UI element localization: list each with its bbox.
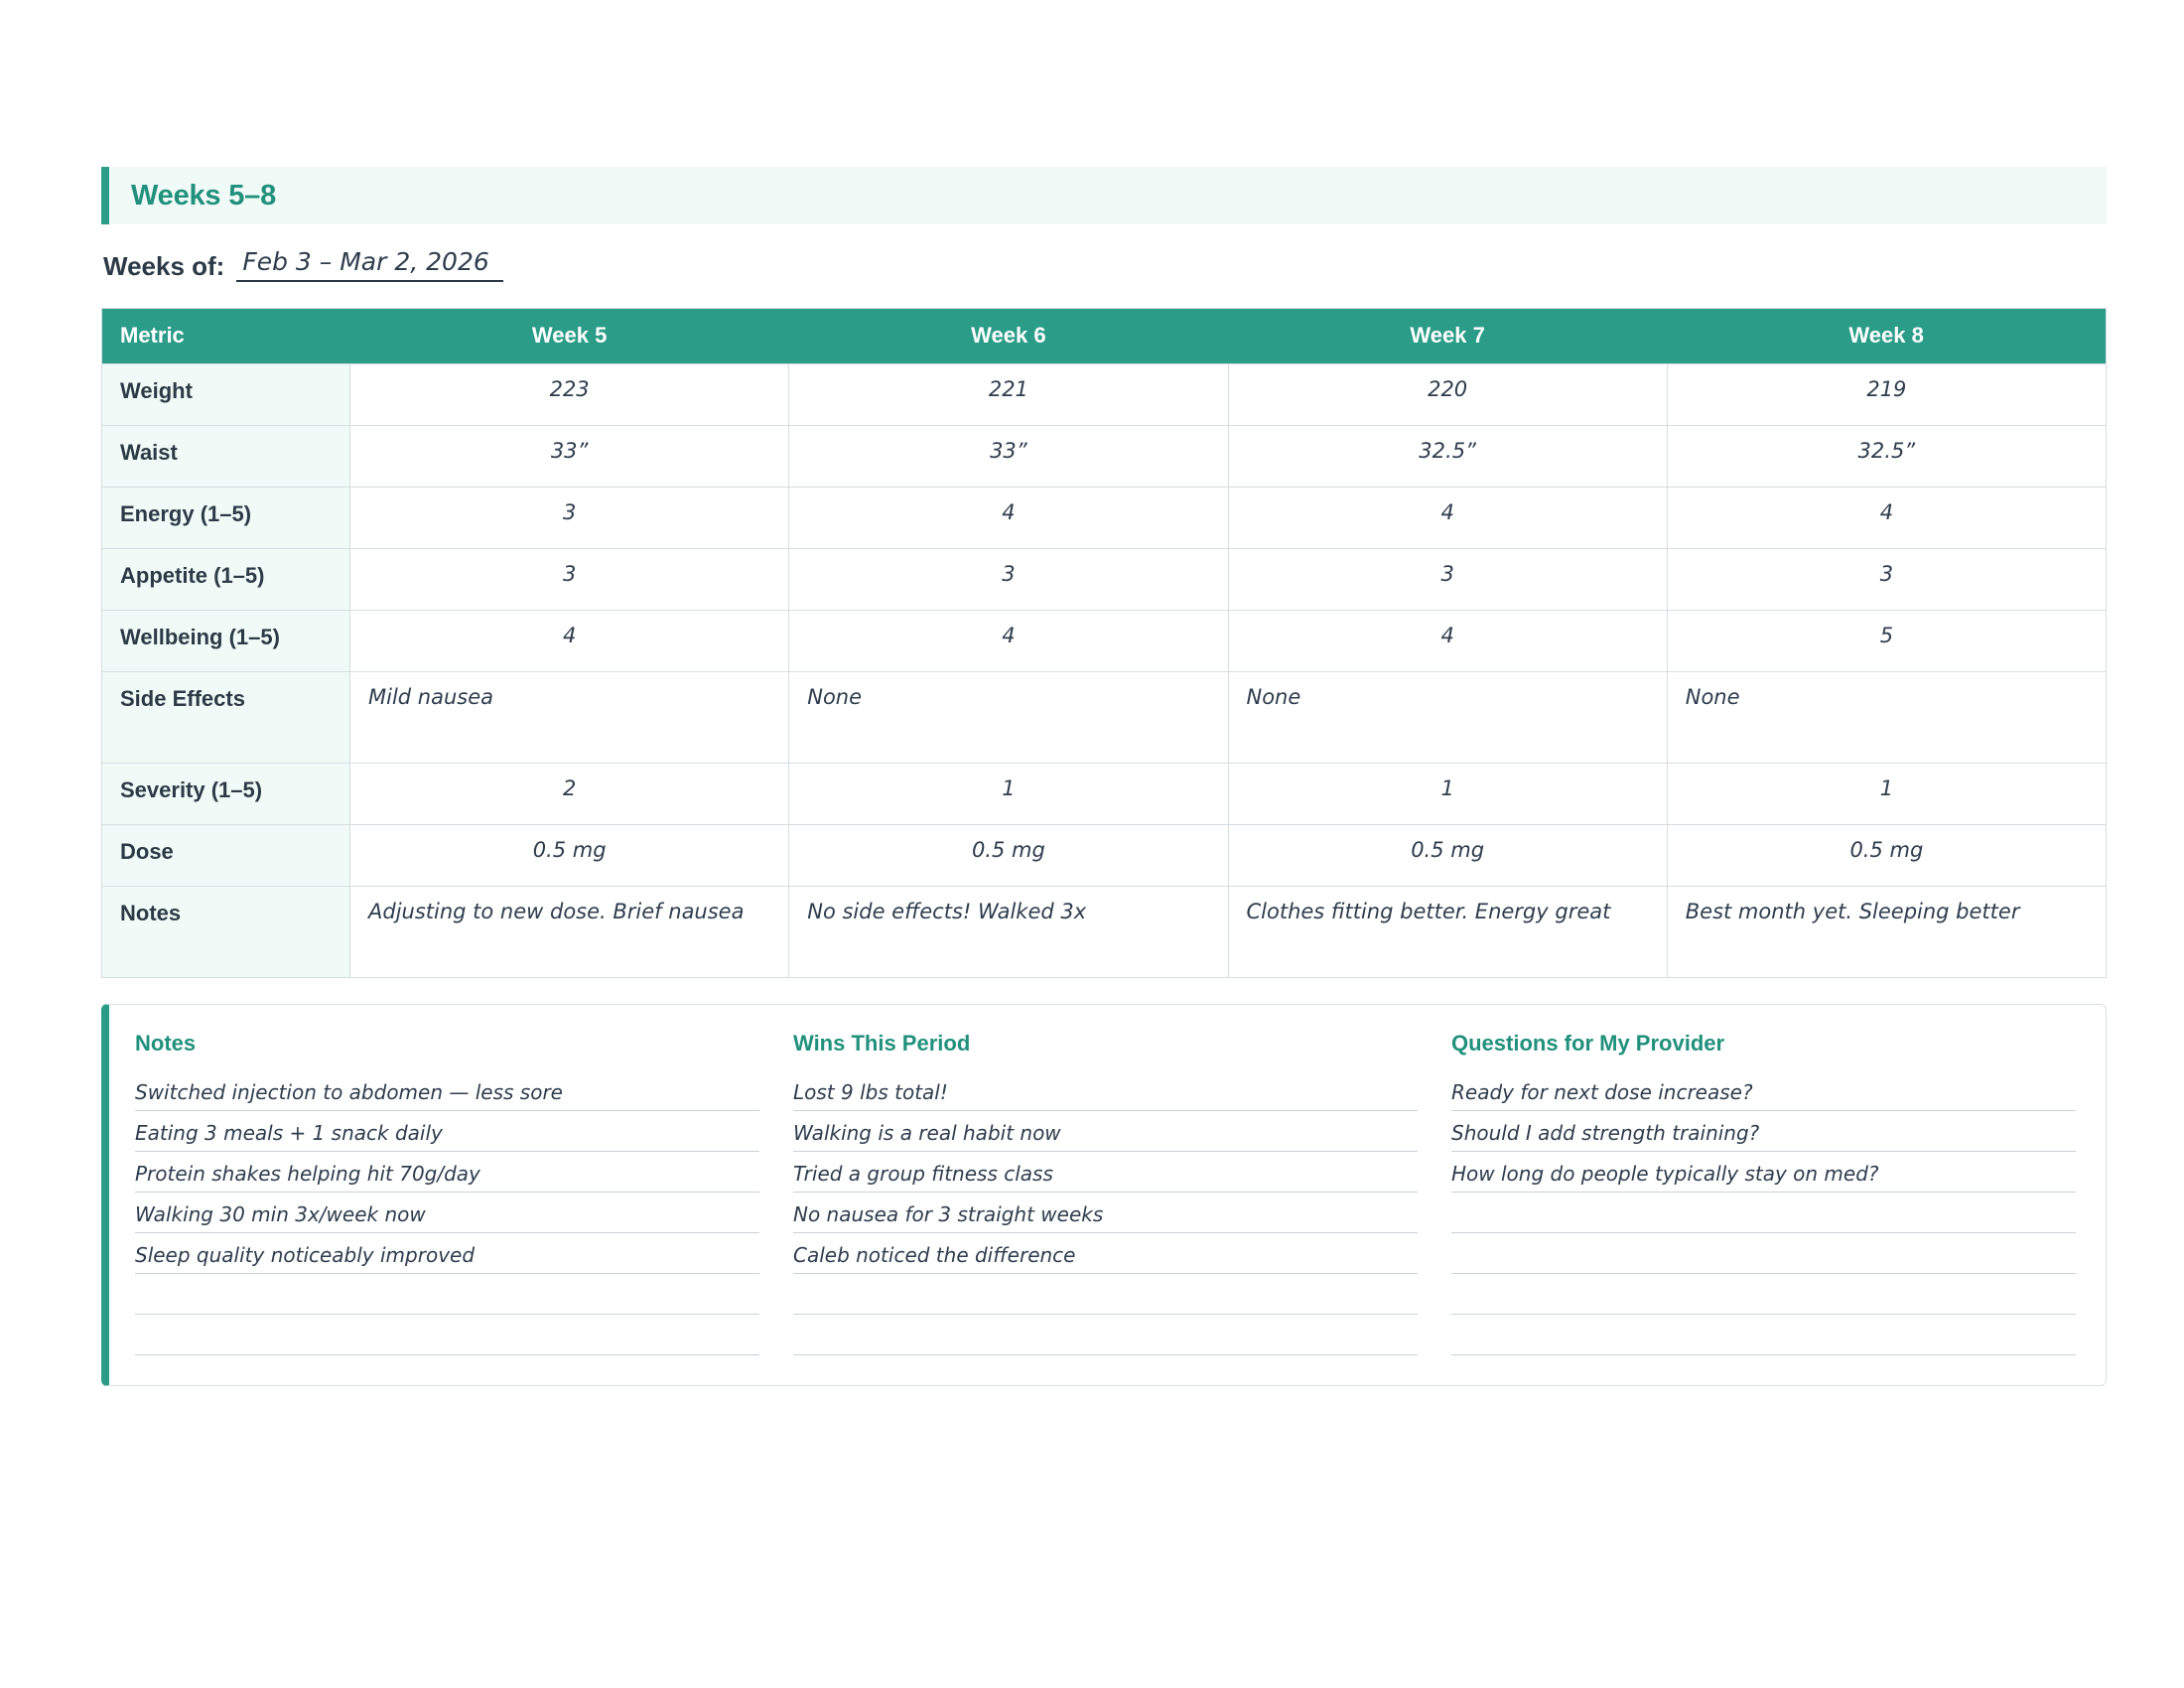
notes-line[interactable] [135,1152,759,1193]
notes-column [1451,1031,2076,1355]
metric-value: 3 [562,499,577,524]
metric-value: 0.5 mg [532,837,607,862]
notes-line-text: Lost 9 lbs total! [793,1079,948,1104]
metric-cell-week-7[interactable] [1228,671,1667,763]
page-title: Weeks 5–8 [131,179,277,211]
column-header-week-8: Week 8 [1667,308,2106,363]
tracker-sheet [101,167,2107,1386]
metric-value: 223 [549,376,590,401]
table-row [102,363,2107,425]
metric-value: 3 [1002,561,1016,586]
table-row [102,548,2107,610]
notes-panel [101,1004,2107,1386]
metric-cell-week-5[interactable] [350,425,789,487]
metric-value: 4 [1002,623,1016,647]
metric-value: 32.5” [1419,438,1476,463]
metric-cell-week-8[interactable] [1667,824,2106,886]
table-row [102,671,2107,763]
metric-value: Adjusting to new dose. Brief nausea [368,899,745,923]
metric-value: None [1685,684,1740,709]
table-row [102,886,2107,977]
metric-cell-week-5[interactable] [350,763,789,824]
metric-cell-week-6[interactable] [789,610,1228,671]
notes-line[interactable] [135,1274,759,1315]
metric-value: 1 [1002,775,1016,800]
notes-line[interactable] [1451,1152,2076,1193]
metric-value: 5 [1879,623,1894,647]
notes-line[interactable] [135,1233,759,1274]
notes-line[interactable] [1451,1193,2076,1233]
weeks-of-label: Weeks of: [103,250,225,281]
notes-line-text: Sleep quality noticeably improved [135,1242,476,1267]
metric-value: Clothes fitting better. Energy great [1246,899,1611,923]
metric-cell-week-5[interactable] [350,824,789,886]
notes-line[interactable] [793,1315,1418,1355]
metric-cell-week-8[interactable] [1667,886,2106,977]
metric-value: 33” [550,438,589,463]
metric-label: Wellbeing (1–5) [102,610,350,671]
metric-value: 1 [1440,775,1454,800]
notes-line[interactable] [1451,1070,2076,1111]
column-header-week-7: Week 7 [1228,308,1667,363]
notes-line[interactable] [793,1152,1418,1193]
metric-value: 33” [990,438,1027,463]
metric-value: 221 [988,376,1028,401]
metric-value: 3 [1879,561,1894,586]
metric-label: Notes [102,886,350,977]
metric-cell-week-7[interactable] [1228,610,1667,671]
table-row [102,763,2107,824]
section-header [101,167,2107,224]
metric-value: 4 [562,623,577,647]
metrics-table-body [102,363,2107,977]
metric-value: 0.5 mg [1411,837,1485,862]
metric-cell-week-6[interactable] [789,487,1228,548]
metric-cell-week-7[interactable] [1228,763,1667,824]
metric-value: 0.5 mg [971,837,1045,862]
notes-line-text: Eating 3 meals + 1 snack daily [135,1120,443,1145]
notes-line[interactable] [793,1193,1418,1233]
metric-cell-week-7[interactable] [1228,824,1667,886]
metric-cell-week-7[interactable] [1228,363,1667,425]
notes-line-text: Caleb noticed the difference [793,1242,1076,1267]
notes-line-text: Ready for next dose increase? [1451,1079,1753,1104]
metric-value: 3 [562,561,577,586]
metric-cell-week-8[interactable] [1667,425,2106,487]
notes-line-text: Switched injection to abdomen — less sore [135,1079,563,1104]
metric-value: None [1246,684,1301,709]
metrics-table [101,308,2107,978]
notes-line[interactable] [135,1111,759,1152]
metric-cell-week-8[interactable] [1667,548,2106,610]
metric-value: Mild nausea [368,684,494,709]
metric-value: 4 [1440,623,1454,647]
metric-value: 3 [1440,561,1454,586]
metric-cell-week-6[interactable] [789,548,1228,610]
notes-line[interactable] [793,1111,1418,1152]
column-header-metric: Metric [102,308,350,363]
metric-cell-week-5[interactable] [350,886,789,977]
metrics-table-head [102,308,2107,363]
metric-cell-week-8[interactable] [1667,610,2106,671]
metric-label: Side Effects [102,671,350,763]
notes-line-text: No nausea for 3 straight weeks [793,1201,1104,1226]
notes-column-title: Wins This Period [793,1030,971,1055]
notes-column [135,1031,759,1355]
metric-value: No side effects! Walked 3x [807,899,1087,923]
weeks-of-field[interactable]: Feb 3 – Mar 2, 2026 [236,248,502,282]
metric-cell-week-6[interactable] [789,425,1228,487]
notes-line-text: Should I add strength training? [1451,1120,1760,1145]
notes-column [793,1031,1418,1355]
notes-line-text: Tried a group fitness class [793,1161,1053,1186]
notes-line[interactable] [1451,1233,2076,1274]
metric-cell-week-5[interactable] [350,487,789,548]
metric-value: Best month yet. Sleeping better [1685,899,2020,923]
notes-line[interactable] [1451,1274,2076,1315]
notes-line[interactable] [135,1070,759,1111]
notes-line[interactable] [793,1070,1418,1111]
metric-value: 1 [1879,775,1894,800]
metric-cell-week-8[interactable] [1667,363,2106,425]
notes-line[interactable] [793,1274,1418,1315]
notes-line[interactable] [1451,1315,2076,1355]
metric-label: Appetite (1–5) [102,548,350,610]
notes-line[interactable] [135,1193,759,1233]
metric-value: 32.5” [1857,438,1916,463]
metric-value: 0.5 mg [1849,837,1924,862]
column-header-week-6: Week 6 [789,308,1228,363]
metric-cell-week-6[interactable] [789,763,1228,824]
metric-value: 219 [1866,376,1907,401]
metric-value: 4 [1879,499,1894,524]
notes-line-text: Protein shakes helping hit 70g/day [135,1161,480,1186]
notes-column-title: Notes [135,1030,197,1055]
metric-cell-week-8[interactable] [1667,763,2106,824]
metric-cell-week-5[interactable] [350,363,789,425]
metric-cell-week-6[interactable] [789,886,1228,977]
metric-value: 220 [1428,376,1468,401]
metric-cell-week-7[interactable] [1228,487,1667,548]
notes-line[interactable] [1451,1111,2076,1152]
metric-value: None [807,684,863,709]
metric-cell-week-8[interactable] [1667,487,2106,548]
metric-cell-week-7[interactable] [1228,548,1667,610]
table-header-row [102,308,2107,363]
metric-cell-week-7[interactable] [1228,886,1667,977]
metric-value: 4 [1002,499,1016,524]
metric-cell-week-6[interactable] [789,671,1228,763]
metric-cell-week-5[interactable] [350,548,789,610]
metric-label: Waist [102,425,350,487]
table-row [102,610,2107,671]
metric-label: Energy (1–5) [102,487,350,548]
metric-cell-week-7[interactable] [1228,425,1667,487]
metric-cell-week-8[interactable] [1667,671,2106,763]
notes-line[interactable] [135,1315,759,1355]
metric-cell-week-5[interactable] [350,671,789,763]
metric-label: Severity (1–5) [102,763,350,824]
table-row [102,487,2107,548]
metric-value: 4 [1440,499,1454,524]
notes-line[interactable] [793,1233,1418,1274]
metric-cell-week-6[interactable] [789,363,1228,425]
notes-line-text: Walking 30 min 3x/week now [135,1201,426,1226]
notes-line-text: Walking is a real habit now [793,1120,1061,1145]
metric-cell-week-5[interactable] [350,610,789,671]
table-row [102,824,2107,886]
column-header-week-5: Week 5 [350,308,789,363]
metric-label: Weight [102,363,350,425]
notes-column-title: Questions for My Provider [1451,1030,1725,1055]
metric-cell-week-6[interactable] [789,824,1228,886]
notes-line-text: How long do people typically stay on med? [1451,1161,1879,1186]
metric-value: 2 [562,775,577,800]
metric-label: Dose [102,824,350,886]
table-row [102,425,2107,487]
weeks-of-row [101,248,2107,282]
